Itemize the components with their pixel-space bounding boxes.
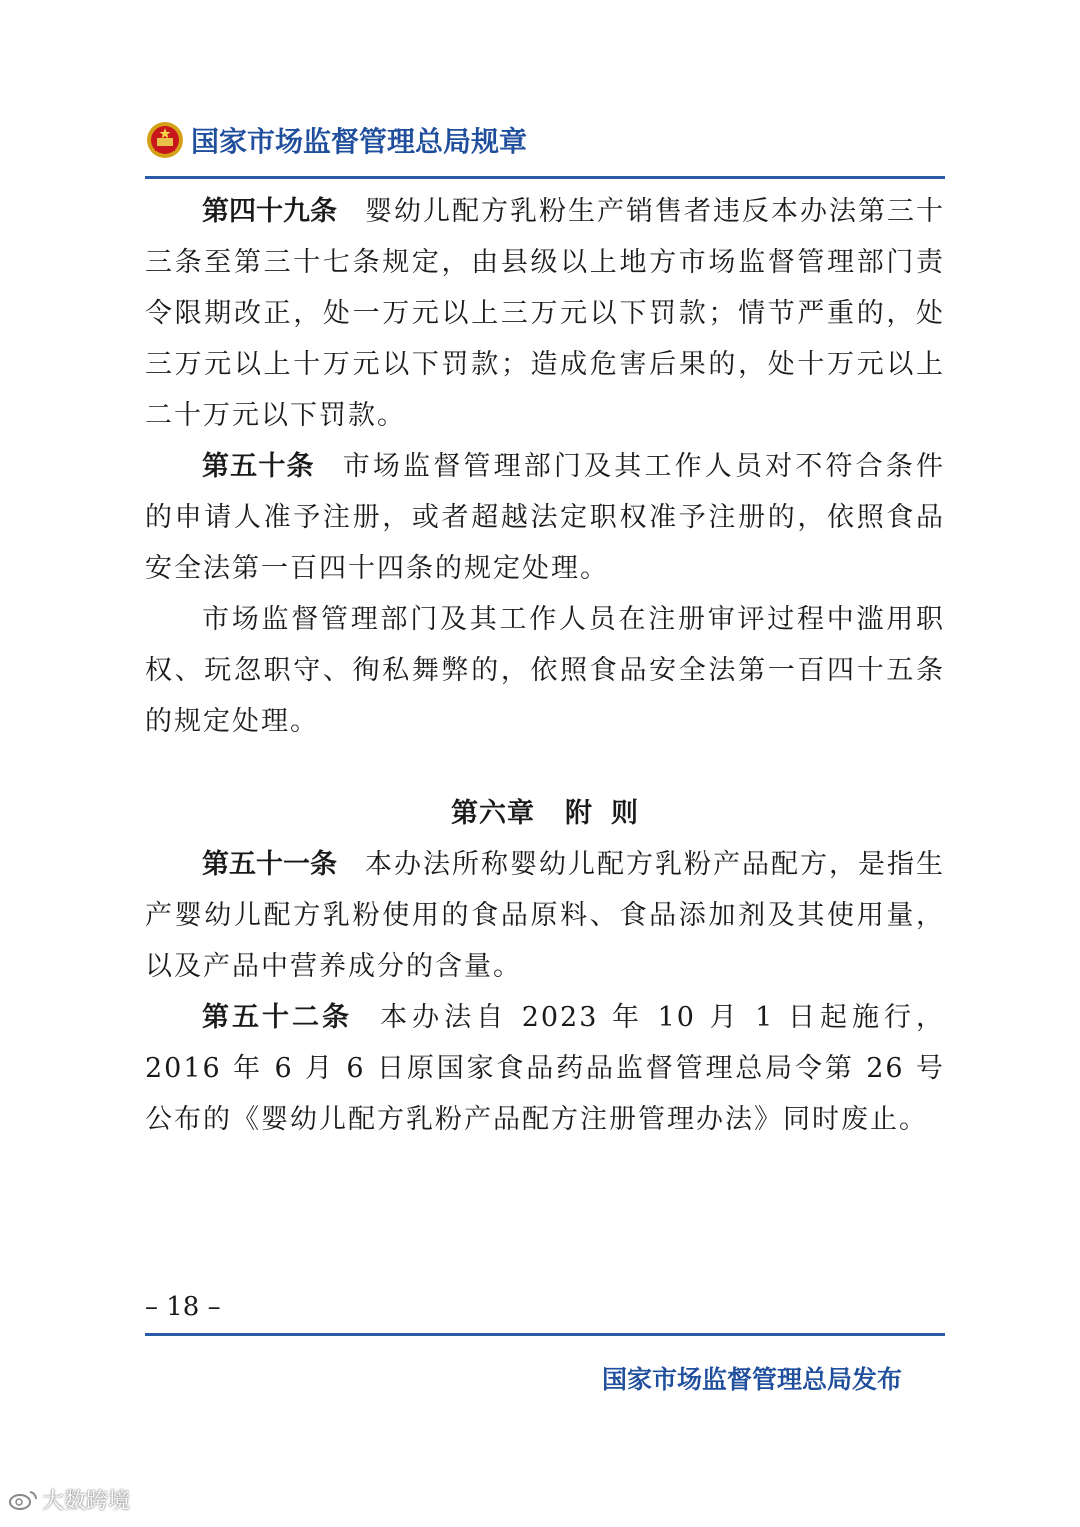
national-emblem-icon	[145, 120, 185, 160]
article-50	[145, 441, 945, 594]
watermark-text: 大数跨境	[42, 1489, 131, 1514]
article-label: 第五十二条	[202, 1002, 353, 1033]
footer-divider	[145, 1333, 945, 1336]
article-51	[145, 839, 945, 992]
chapter-title: 附	[565, 798, 593, 829]
page-number: – 18 –	[145, 1292, 221, 1322]
article-52	[145, 992, 945, 1145]
document-body	[145, 186, 945, 1145]
article-label: 第五十条	[202, 451, 315, 482]
article-label: 第四十九条	[202, 196, 337, 227]
article-label: 第五十一条	[202, 849, 337, 880]
article-50-paragraph-2: 市场监督管理部门及其工作人员在注册审评过程中滥用职权、玩忽职守、徇私舞弊的，依照食品安全法第一百四十五条的规定处理。	[145, 604, 945, 737]
article-text: 本办法自 2023 年 10 月 1 日起施行，2016 年 6 月 6 日原国家食品药品监督管理总局令第 26 号公布的《婴幼儿配方乳粉产品配方注册管理办法》同时废止。	[145, 1002, 945, 1135]
footer-publisher: 国家市场监督管理总局发布	[601, 1365, 902, 1394]
weibo-logo-icon	[8, 1489, 38, 1511]
header-divider	[145, 176, 945, 179]
article-text: 市场监督管理部门及其工作人员对不符合条件的申请人准予注册，或者超越法定职权准予注册的，依照食品安全法第一百四十四条的规定处理。	[145, 451, 946, 584]
watermark	[8, 1484, 130, 1515]
page-header	[145, 120, 527, 160]
article-49	[145, 186, 945, 441]
article-text: 本办法所称婴幼儿配方乳粉产品配方，是指生产婴幼儿配方乳粉使用的食品原料、食品添加剂及其使用量，以及产品中营养成分的含量。	[145, 849, 945, 982]
chapter-label: 第六章	[451, 798, 535, 829]
chapter-heading	[145, 788, 945, 839]
chapter-title-2: 则	[611, 798, 639, 829]
header-title: 国家市场监督管理总局规章	[191, 125, 528, 158]
article-text: 婴幼儿配方乳粉生产销售者违反本办法第三十三条至第三十七条规定，由县级以上地方市场监督管理部门责令限期改正，处一万元以上三万元以下罚款；情节严重的，处三万元以上十万元以下罚款；造成危害后果的，处十万元以上二十万元以下罚款。	[145, 196, 945, 431]
